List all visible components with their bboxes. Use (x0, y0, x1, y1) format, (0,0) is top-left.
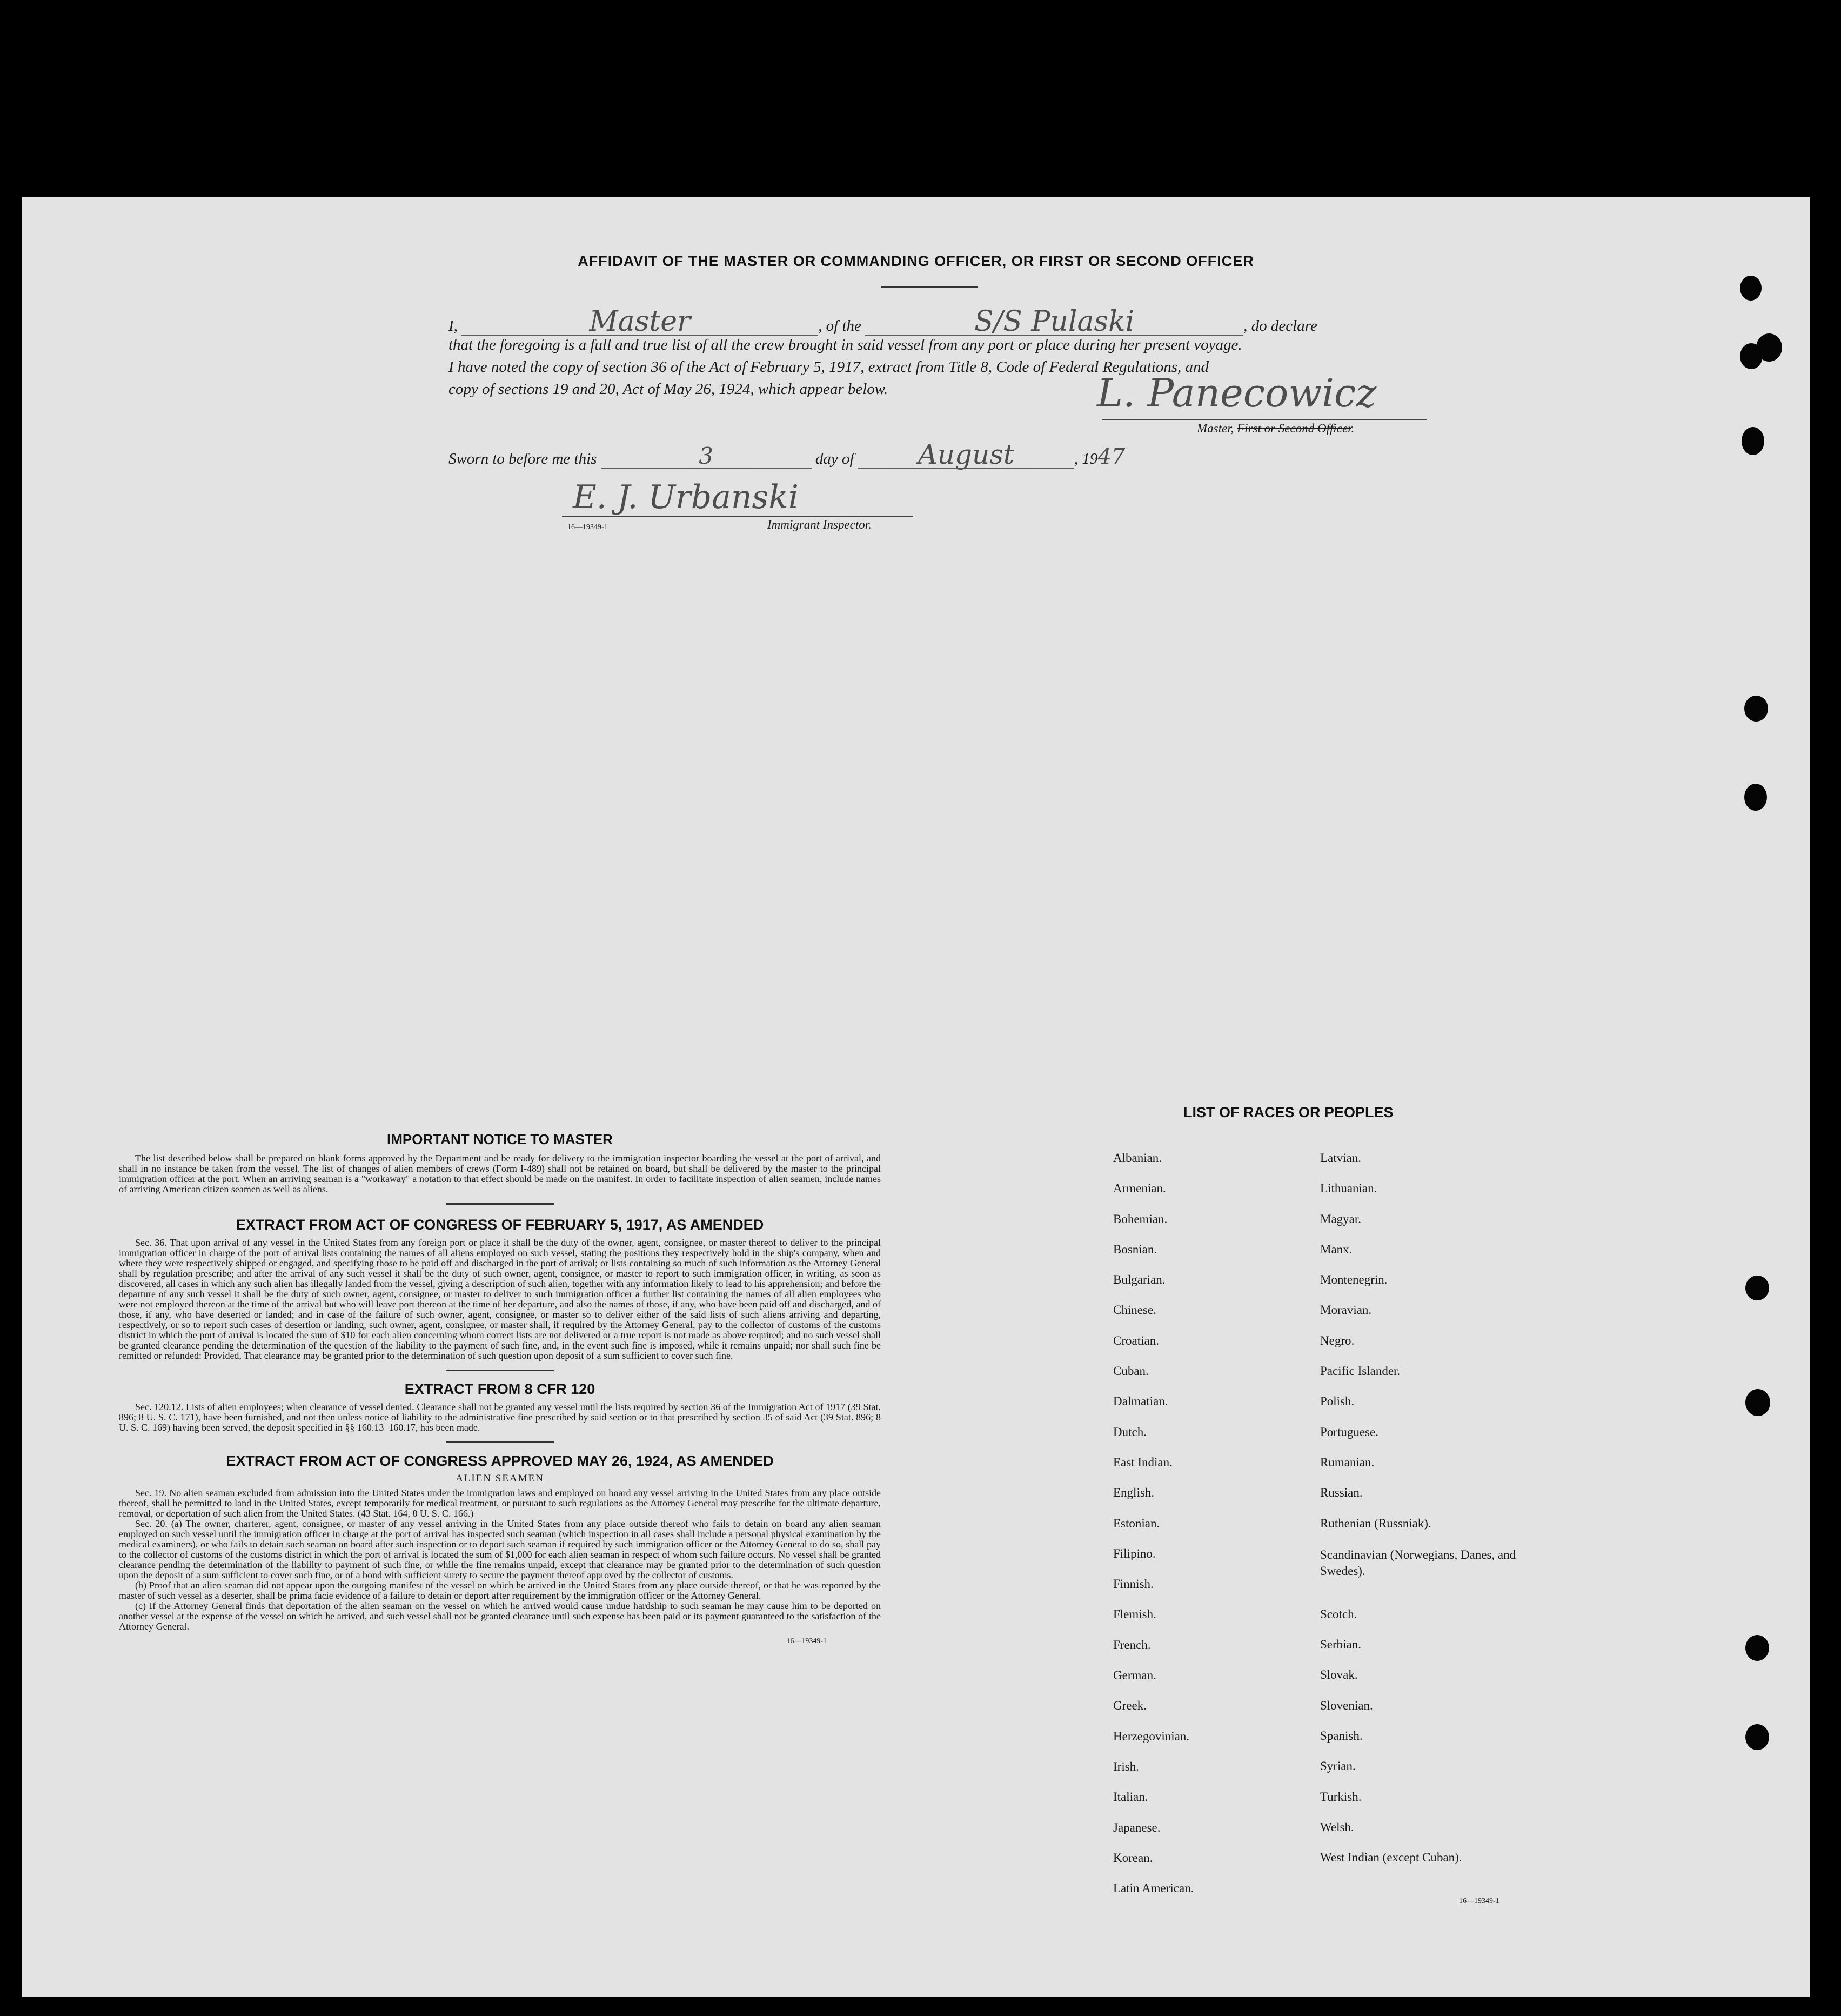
notice-rule (446, 1203, 554, 1205)
day-of-label: day of (815, 450, 854, 468)
punch-hole (1740, 276, 1762, 301)
race-item: English. (1113, 1486, 1155, 1500)
race-item: French. (1113, 1638, 1151, 1652)
extract-cfr-title: EXTRACT FROM 8 CFR 120 (404, 1381, 595, 1397)
races-form-number: 16—19349-1 (1459, 1897, 1499, 1905)
of-the-label: , of the (818, 317, 861, 335)
signature-line (1102, 419, 1427, 420)
race-item: Magyar. (1320, 1212, 1362, 1226)
punch-hole (1745, 1724, 1769, 1750)
master-label-suffix: . (1351, 422, 1355, 435)
race-item: Polish. (1320, 1394, 1355, 1408)
extract-1917-title: EXTRACT FROM ACT OF CONGRESS OF FEBRUARY 5, 1917, AS AMENDED (236, 1217, 764, 1233)
race-item: Italian. (1113, 1790, 1148, 1804)
punch-hole (1745, 1635, 1769, 1661)
notice-text (119, 1153, 881, 1194)
race-item: Portuguese. (1320, 1425, 1378, 1439)
sworn-year: 47 (1097, 444, 1126, 469)
race-item: Manx. (1320, 1242, 1353, 1256)
race-item: Scandinavian (Norwegians, Danes, and Swedes). (1320, 1547, 1516, 1578)
extract-cfr-text (119, 1402, 881, 1433)
declare-i: I, (448, 317, 458, 335)
inspector-label: Immigrant Inspector. (767, 518, 872, 531)
race-item: East Indian. (1113, 1455, 1173, 1469)
races-column-2 (1320, 1151, 1563, 1881)
punch-hole (1742, 427, 1764, 455)
race-item: Russian. (1320, 1486, 1363, 1500)
notice-paragraph: The list described below shall be prepared on blank forms approved by the Department and be ready for delivery to the immigration inspector boarding the vessel at the port of arrival, and shall in no instance be taken from the vessel. The list of changes of alien members of crews (Form I-489) shall not be retained on board, but shall be delivered by the master to the principal immigration officer at the port. When an arriving seaman is a "workaway" a notation to that effect should be made on the manifest. In order to facilitate inspection of alien seamen, include names of arriving American citizen seamen as well as aliens. (119, 1153, 881, 1194)
race-item: Korean. (1113, 1851, 1153, 1865)
master-label: Master, (1197, 422, 1237, 435)
extract-cfr-rule (446, 1441, 554, 1443)
do-declare-label: , do declare (1243, 317, 1317, 335)
race-item: Herzegovinian. (1113, 1729, 1190, 1743)
race-item: Croatian. (1113, 1333, 1159, 1347)
race-item: Chinese. (1113, 1303, 1156, 1317)
race-item: Dutch. (1113, 1425, 1147, 1439)
race-item: Bosnian. (1113, 1242, 1157, 1256)
race-item: Slovak. (1320, 1668, 1358, 1682)
race-item: Filipino. (1113, 1546, 1156, 1560)
sec-20b-paragraph: (b) Proof that an alien seaman did not appear upon the outgoing manifest of the vessel on which he arrived in the United States from any place outside thereof, or that he was reported by the master of such vessel as a deserter, shall be prima facie evidence of a failure to detain or deport after requirement by the immigration officer or the Attorney General. (119, 1580, 881, 1601)
sworn-line (448, 439, 1126, 470)
inspector-line (562, 516, 913, 517)
extract-1917-paragraph: Sec. 36. That upon arrival of any vessel in the United States from any foreign port or place it shall be the duty of the owner, agent, consignee, or master thereof to deliver to the principal immigration officer in charge of the port of arrival lists containing the names of all aliens employed on such vessel, stating the positions they respectively hold in the ship's company, when and where they were respectively shipped or engaged, and specifying those to be paid off and discharged in the port of arrival; or lists containing so much of such information as the Attorney General shall by regulation prescribe; and after the arrival of any such vessel it shall be the duty of such owner, agent, consignee, or master to report to such immigration officer, in writing, as soon as discovered, all cases in which any such alien has illegally landed from the vessel, giving a description of such alien, together with any information likely to lead to his apprehension; and before the departure of any such vessel it shall be the duty of such owner, agent, consignee, or master to deliver to such immigration officer a further list containing the names of all alien employees who were not employed thereon at the time of the arrival but who will leave port thereon at the time of her departure, and also the names of those, if any, who have been paid off and discharged, and of those, if any, who have deserted or landed; and in case of the failure of such owner, agent, consignee, or master so to deliver either of the said lists of such aliens arriving and departing, respectively, or so to report such cases of desertion or landing, such owner, agent, consignee, or master shall, if required by the Attorney General, pay to the collector of customs of the customs district in which the port of arrival is located the sum of $10 for each alien concerning whom correct lists are not delivered or a true report is not made as above required; and no such vessel shall be granted clearance pending the determination of the question of the liability to the payment of such fine, and, in the event such fine is imposed, while it remains unpaid; nor shall such fine be remitted or refunded: Provided, That clearance may be granted prior to the determination of such question upon deposit of a sum sufficient to cover such fine. (119, 1237, 881, 1361)
sec-20c-paragraph: (c) If the Attorney General finds that deportation of the alien seaman on the vessel on which he arrived would cause undue hardship to such seaman he may cause him to be deported on another vessel at the expense of the vessel on which he arrived, and such vessel shall not be granted clearance until such expense has been paid or its payment guaranteed to the satisfaction of the Attorney General. (119, 1600, 881, 1632)
race-item: Lithuanian. (1320, 1181, 1377, 1196)
race-item: Bohemian. (1113, 1212, 1168, 1226)
extract-1917-rule (446, 1370, 554, 1371)
vessel-name-handwritten: S/S Pulaski (865, 308, 1243, 336)
race-item: Finnish. (1113, 1577, 1154, 1591)
inspector-signature: E. J. Urbanski (573, 478, 799, 516)
race-item: Japanese. (1113, 1820, 1161, 1834)
document-page (22, 197, 1810, 1997)
race-item: Greek. (1113, 1699, 1147, 1713)
extract-1924-text (119, 1488, 881, 1632)
race-item: Cuban. (1113, 1364, 1149, 1378)
race-item: Flemish. (1113, 1607, 1156, 1621)
race-item: Ruthenian (Russniak). (1320, 1516, 1431, 1530)
race-item: Syrian. (1320, 1759, 1356, 1773)
race-item: Welsh. (1320, 1820, 1354, 1834)
affidavit-title: AFFIDAVIT OF THE MASTER OR COMMANDING OFFICER, OR FIRST OR SECOND OFFICER (578, 253, 1254, 269)
extract-form-number: 16—19349-1 (786, 1637, 827, 1645)
sworn-day: 3 (601, 444, 812, 469)
struck-officer-label: First or Second Officer (1237, 422, 1351, 435)
race-item: Latin American. (1113, 1881, 1194, 1895)
race-item: Irish. (1113, 1759, 1139, 1773)
declaration-line-1 (448, 305, 1443, 338)
race-item: Armenian. (1113, 1181, 1166, 1196)
sworn-month: August (858, 442, 1074, 469)
race-item: Rumanian. (1320, 1455, 1375, 1469)
master-signature: L. Panecowicz (1097, 370, 1377, 416)
punch-hole (1745, 1276, 1769, 1300)
race-item: Dalmatian. (1113, 1394, 1168, 1408)
affidavit-form-number: 16—19349-1 (567, 523, 608, 531)
race-item: Latvian. (1320, 1151, 1361, 1165)
race-item: Montenegrin. (1320, 1273, 1388, 1287)
notice-title: IMPORTANT NOTICE TO MASTER (387, 1131, 613, 1147)
declaration-line-2: that the foregoing is a full and true list of all the crew brought in said vessel from any port or place during her present voyage. (448, 336, 1242, 353)
race-item: Pacific Islander. (1320, 1364, 1401, 1378)
race-item: Estonian. (1113, 1516, 1160, 1530)
race-item: Negro. (1320, 1333, 1355, 1347)
race-item: Spanish. (1320, 1729, 1363, 1743)
punch-hole (1744, 696, 1768, 722)
punch-hole (1745, 1389, 1770, 1416)
race-item: Slovenian. (1320, 1698, 1373, 1712)
year-prefix: , 19 (1074, 450, 1098, 468)
punch-hole (1744, 784, 1767, 811)
extract-1924-title: EXTRACT FROM ACT OF CONGRESS APPROVED MAY 26, 1924, AS AMENDED (226, 1453, 774, 1469)
race-item: Moravian. (1320, 1303, 1372, 1317)
extract-cfr-paragraph: Sec. 120.12. Lists of alien employees; when clearance of vessel denied. Clearance shall not be granted any vessel until the lists required by section 36 of the Immigration Act of 1917 (39 Stat. 896; 8 U. S. C. 171), have been furnished, and not then unless notice of liability to the administrative fine prescribed by said section or to that prescribed by section 35 of said Act (39 Stat. 896; 8 U. S. C. 169) having been served, the deposit specified in §§ 160.13–160.17, has been made. (119, 1401, 881, 1433)
race-item: Serbian. (1320, 1638, 1362, 1652)
sec-20a-paragraph: Sec. 20. (a) The owner, charterer, agent, consignee, or master of any vessel arriving in the United States from any place outside thereof who fails to detain on board any alien seaman employed on such vessel until the immigration officer in charge at the port of arrival has inspected such seaman (which inspection in all cases shall include a personal physical examination by the medical examiners), or who fails to detain such seaman on board after such inspection or to deport such seaman if required by such immigration officer or the Attorney General to do so, shall pay to the collector of customs of the customs district in which the port of arrival is located the sum of $1,000 for each alien seaman in respect of whom such failure occurs. No vessel shall be granted clearance pending the determination of the liability to payment of such fine, or while the fine remains unpaid, except that clearance may be granted prior to the determination of such question upon the deposit of a sum sufficient to cover such fine, or of a bond with sufficient surety to secure the payment thereof approved by the collector of customs. (119, 1518, 881, 1580)
extract-1924-subtitle: ALIEN SEAMEN (456, 1473, 544, 1484)
races-column-1 (1113, 1151, 1275, 1912)
race-item: German. (1113, 1668, 1156, 1683)
race-item: Turkish. (1320, 1790, 1362, 1804)
race-item: Scotch. (1320, 1607, 1357, 1621)
race-item: West Indian (except Cuban). (1320, 1851, 1462, 1865)
master-officer-label (1197, 422, 1354, 436)
sec-19-paragraph: Sec. 19. No alien seaman excluded from admission into the United States under the immigration laws and employed on board any vessel arriving in the United States from any place outside thereof, shall be permitted to land in the United States, except temporarily for medical treatment, or pursuant to such regulations as the Attorney General may prescribe for the ultimate departure, removal, or deportation of such alien from the United States. (43 Stat. 164, 8 U. S. C. 166.) (119, 1487, 881, 1519)
declaration-line-3: I have noted the copy of section 36 of the Act of February 5, 1917, extract from Title 8, Code of Federal Regulations, and (448, 358, 1209, 376)
race-item: Albanian. (1113, 1151, 1162, 1165)
races-title: LIST OF RACES OR PEOPLES (1183, 1104, 1394, 1120)
race-item: Bulgarian. (1113, 1273, 1166, 1287)
extract-1917-text (119, 1238, 881, 1361)
master-handwritten: Master (461, 308, 818, 336)
punch-hole (1740, 343, 1763, 369)
declaration-line-4: copy of sections 19 and 20, Act of May 26, 1924, which appear below. (448, 380, 888, 398)
title-rule (881, 286, 978, 288)
notices-column (119, 1131, 881, 1646)
sworn-prefix: Sworn to before me this (448, 450, 597, 468)
